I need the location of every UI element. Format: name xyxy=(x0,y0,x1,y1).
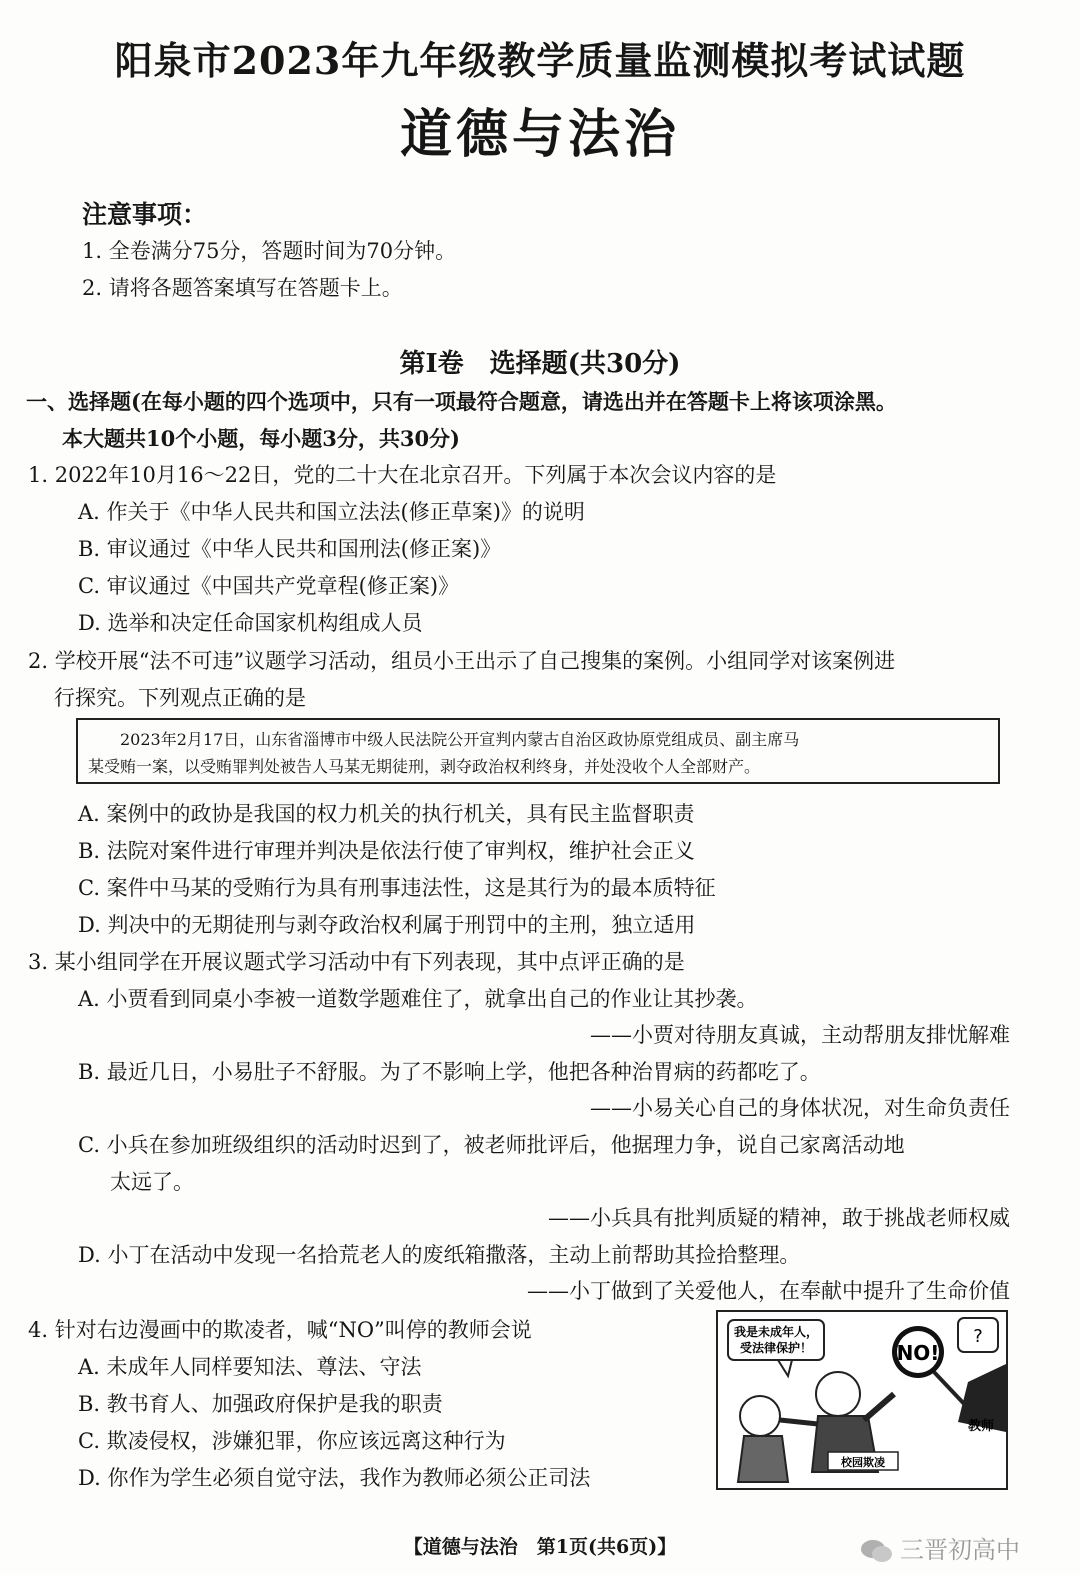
option-comment: ——小兵具有批判质疑的精神，敢于挑战老师权威 xyxy=(548,1206,1010,1230)
option-c: C. 案件中马某的受贿行为具有刑事违法性，这是其行为的最本质特征 xyxy=(78,876,716,900)
section-instruction: 一、选择题(在每小题的四个选项中，只有一项最符合题意，请选出并在答题卡上将该项涂黑。 xyxy=(26,389,897,414)
section-title: 第Ⅰ卷 选择题(共30分) xyxy=(399,349,681,379)
option-c: C. 小兵在参加班级组织的活动时迟到了，被老师批评后，他据理力争，说自己家离活动地 xyxy=(78,1133,905,1157)
teacher-label: 教师 xyxy=(968,1419,995,1434)
option-a: A. 作关于《中华人民共和国立法法(修正草案)》的说明 xyxy=(78,500,585,524)
question-mark: ? xyxy=(973,1326,983,1347)
case-box xyxy=(76,718,1000,784)
bullying-cartoon xyxy=(716,1310,1008,1490)
tag-label: 校园欺凌 xyxy=(841,1456,885,1469)
bubble-text: 我是未成年人， xyxy=(733,1325,819,1339)
option-c-continued: 太远了。 xyxy=(110,1170,194,1194)
page-footer: 【道德与法治 第1页(共6页)】 xyxy=(403,1536,677,1558)
option-comment: ——小贾对待朋友真诚，主动帮朋友排忧解难 xyxy=(590,1023,1010,1047)
question-stem: 3. 某小组同学在开展议题式学习活动中有下列表现，其中点评正确的是 xyxy=(28,950,685,974)
no-sign: NO! xyxy=(896,1341,940,1365)
watermark xyxy=(860,1530,1020,1565)
notice-heading: 注意事项： xyxy=(82,200,208,229)
case-text: 某受贿一案，以受贿罪判处被告人马某无期徒刑，剥夺政治权利终身，并处没收个人全部财产。 xyxy=(88,757,761,776)
notice-item: 1. 全卷满分75分，答题时间为70分钟。 xyxy=(82,239,457,263)
option-comment: ——小易关心自己的身体状况，对生命负责任 xyxy=(590,1096,1010,1120)
watermark-text: 三晋初高中 xyxy=(900,1536,1020,1564)
option-b: B. 最近几日，小易肚子不舒服。为了不影响上学，他把各种治胃病的药都吃了。 xyxy=(78,1060,821,1084)
cartoon-drawing xyxy=(718,1312,1006,1488)
option-a: A. 未成年人同样要知法、尊法、守法 xyxy=(78,1355,422,1379)
question-stem: 1. 2022年10月16～22日，党的二十大在北京召开。下列属于本次会议内容的是 xyxy=(28,463,777,487)
option-d: D. 你作为学生必须自觉守法，我作为教师必须公正司法 xyxy=(78,1466,591,1490)
option-c: C. 欺凌侵权，涉嫌犯罪，你应该远离这种行为 xyxy=(78,1429,506,1453)
subject-title: 道德与法治 xyxy=(399,104,680,165)
exam-title: 阳泉市2023年九年级教学质量监测模拟考试试题 xyxy=(114,38,966,83)
bubble-text: 受法律保护！ xyxy=(739,1341,813,1355)
option-b: B. 教书育人、加强政府保护是我的职责 xyxy=(78,1392,443,1416)
option-d: D. 小丁在活动中发现一名拾荒老人的废纸箱撒落，主动上前帮助其捡拾整理。 xyxy=(78,1243,801,1267)
option-d: D. 判决中的无期徒刑与剥夺政治权利属于刑罚中的主刑，独立适用 xyxy=(78,913,696,937)
option-d: D. 选举和决定任命国家机构组成人员 xyxy=(78,611,423,635)
option-comment: ——小丁做到了关爱他人，在奉献中提升了生命价值 xyxy=(527,1279,1010,1303)
option-b: B. 法院对案件进行审理并判决是依法行使了审判权，维护社会正义 xyxy=(78,839,695,863)
option-b: B. 审议通过《中华人民共和国刑法(修正案)》 xyxy=(78,537,502,561)
case-text: 2023年2月17日，山东省淄博市中级人民法院公开宣判内蒙古自治区政协原党组成员、副主席马 xyxy=(120,730,800,749)
wechat-icon xyxy=(860,1538,894,1564)
question-stem: 4. 针对右边漫画中的欺凌者，喊“NO”叫停的教师会说 xyxy=(28,1318,532,1342)
notice-item: 2. 请将各题答案填写在答题卡上。 xyxy=(82,276,403,300)
option-c: C. 审议通过《中国共产党章程(修正案)》 xyxy=(78,574,460,598)
question-stem: 行探究。下列观点正确的是 xyxy=(54,686,306,710)
option-a: A. 案例中的政协是我国的权力机关的执行机关，具有民主监督职责 xyxy=(78,802,695,826)
question-stem: 2. 学校开展“法不可违”议题学习活动，组员小王出示了自己搜集的案例。小组同学对该案例进 xyxy=(28,649,896,673)
option-a: A. 小贾看到同桌小李被一道数学题难住了，就拿出自己的作业让其抄袭。 xyxy=(78,987,758,1011)
section-instruction: 本大题共10个小题，每小题3分，共30分) xyxy=(62,426,460,451)
